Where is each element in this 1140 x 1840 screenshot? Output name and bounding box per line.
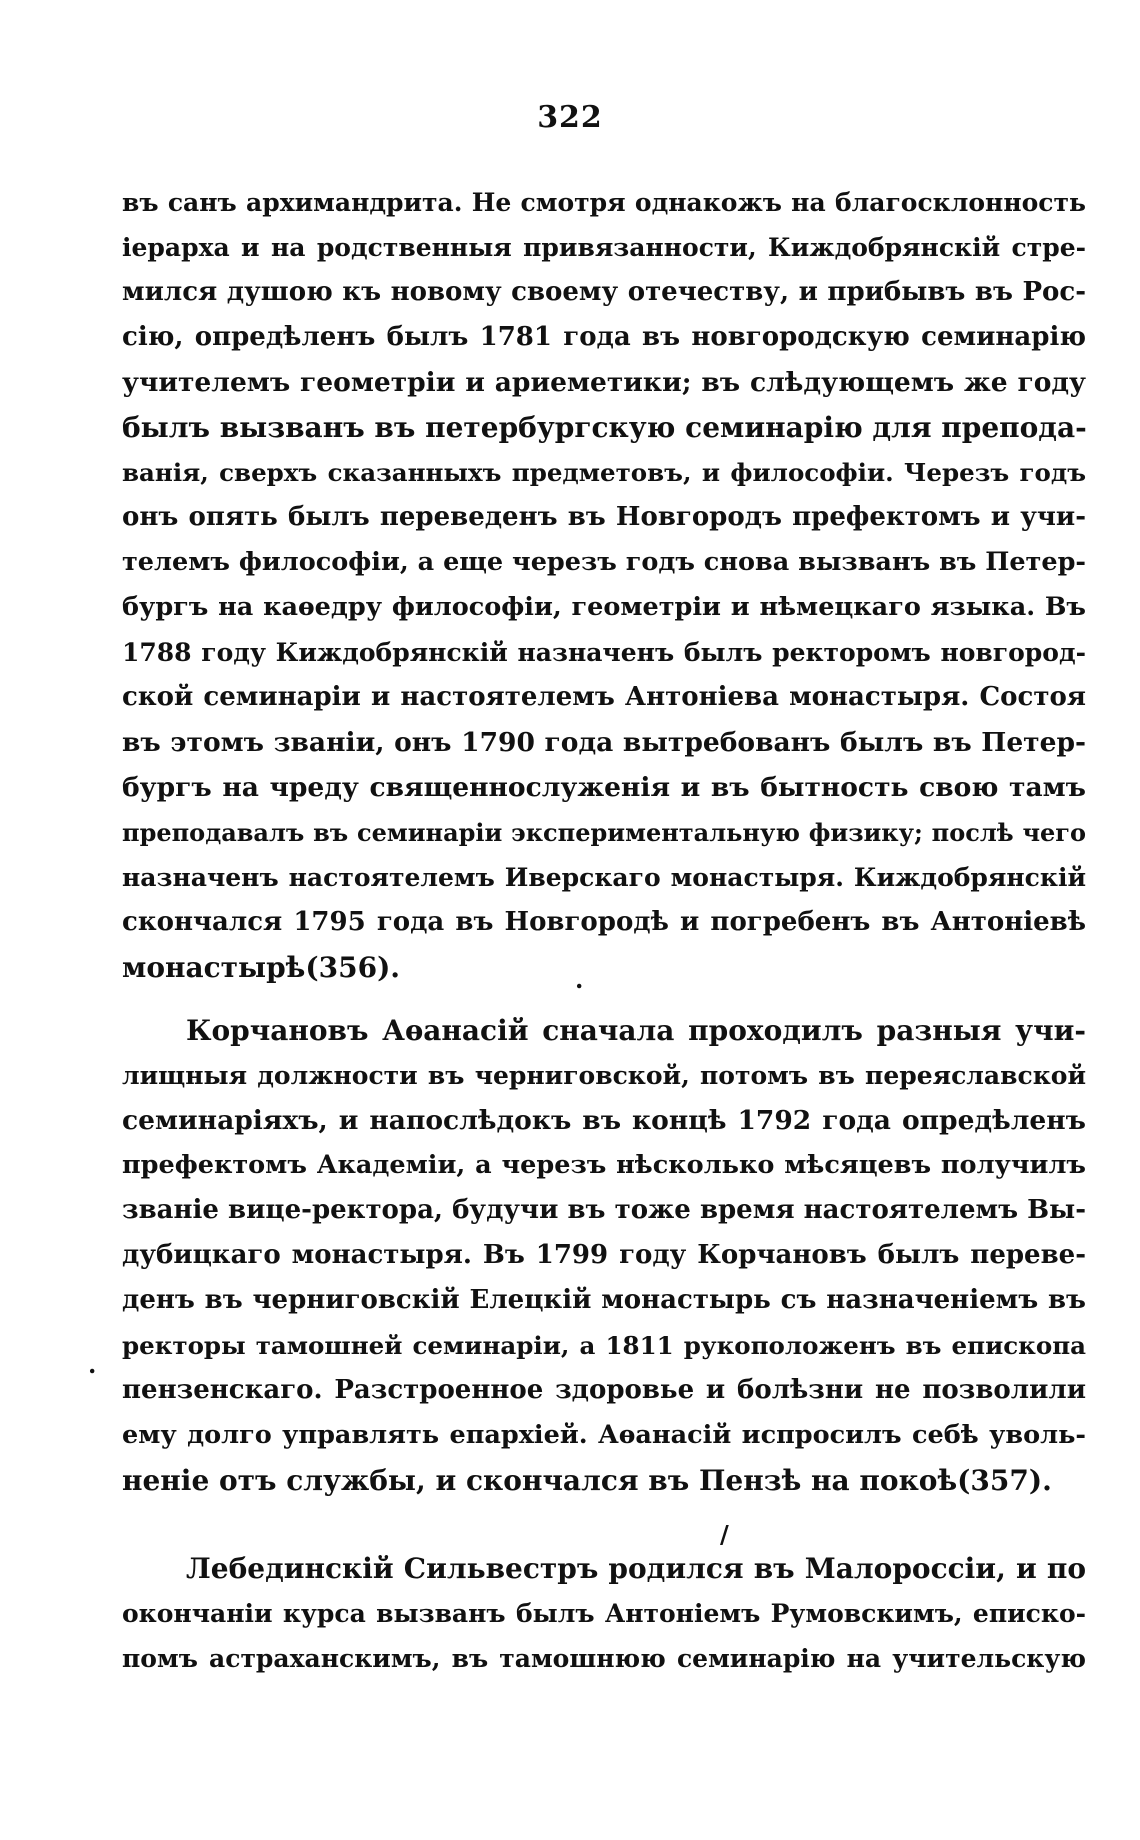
text-line: званiе вице-ректора, будучи въ тоже время настоятелемъ Вы- — [122, 1195, 1086, 1225]
paragraph-3 — [122, 1546, 1086, 1681]
text-line: въ санъ архимандрита. Не смотря однакожъ на благосклонность — [122, 188, 1086, 217]
stray-mark: . — [88, 1350, 97, 1379]
text-line: бургъ на каѳедру философiи, геометрiи и нѣмецкаго языка. Въ — [122, 592, 1086, 622]
text-line: лищныя должности въ черниговской, потомъ въ переяславской — [122, 1061, 1086, 1090]
text-line: дубицкаго монастыря. Въ 1799 году Корчановъ былъ переве- — [122, 1240, 1086, 1270]
text-line: Лебединскiй Сильвестръ родился въ Малороссiи, и по — [186, 1552, 1086, 1585]
text-line: ванiя, сверхъ сказанныхъ предметовъ, и философiи. Черезъ годъ — [122, 458, 1086, 487]
text-line: ректоры тамошней семинарiи, а 1811 рукоположенъ въ епископа — [122, 1331, 1086, 1360]
text-line: скончался 1795 года въ Новгородѣ и погребенъ въ Антонiевѣ — [122, 907, 1086, 937]
text-line: iерарха и на родственныя привязанности, Киждобрянскiй стре- — [122, 233, 1086, 262]
text-line: семинарiяхъ, и напослѣдокъ въ концѣ 1792 года опредѣленъ — [122, 1105, 1086, 1136]
text-line: телемъ философiи, а еще черезъ годъ снова вызванъ въ Петер- — [122, 547, 1086, 577]
text-line: мился душою къ новому своему отечеству, и прибывъ въ Рос- — [122, 277, 1086, 307]
text-line: учителемъ геометрiи и ариеметики; въ слѣдующемъ же году — [122, 367, 1086, 398]
text-line: преподавалъ въ семинарiи экспериментальную физику; послѣ чего — [122, 818, 1086, 847]
paragraph-1 — [122, 180, 1086, 990]
text-line: ему долго управлять епархiей. Аѳанасiй испросилъ себѣ уволь- — [122, 1420, 1086, 1450]
text-line: назначенъ настоятелемъ Иверскаго монастыря. Киждобрянскiй — [122, 863, 1086, 892]
stray-mark: . — [575, 965, 584, 994]
text-line: окончанiи курса вызванъ былъ Антонiемъ Румовскимъ, еписко- — [122, 1599, 1086, 1628]
text-line: 1788 году Киждобрянскiй назначенъ былъ ректоромъ новгород- — [122, 638, 1086, 667]
text-line: Корчановъ Аѳанасiй сначала проходилъ разныя учи- — [186, 1014, 1086, 1047]
page-number: 322 — [537, 100, 603, 135]
text-line: бургъ на чреду священнослуженiя и въ бытность свою тамъ — [122, 772, 1086, 803]
text-line: ненiе отъ службы, и скончался въ Пензѣ на покоѣ(357). — [122, 1464, 1052, 1497]
paragraph-2 — [122, 1008, 1086, 1503]
text-line: префектомъ Академiи, а черезъ нѣсколько мѣсяцевъ получилъ — [122, 1150, 1086, 1180]
text-line: онъ опять былъ переведенъ въ Новгородъ префектомъ и учи- — [122, 502, 1086, 532]
text-line: пензенскаго. Разстроенное здоровье и болѣзни не позволили — [122, 1375, 1086, 1405]
text-line: помъ астраханскимъ, въ тамошнюю семинарiю на учительскую — [122, 1644, 1086, 1673]
text-line: въ этомъ званiи, онъ 1790 года вытребованъ былъ въ Петер- — [122, 727, 1086, 758]
text-line: сiю, опредѣленъ былъ 1781 года въ новгородскую семинарiю — [122, 322, 1086, 352]
stray-mark: / — [720, 1520, 729, 1549]
text-line: былъ вызванъ въ петербургскую семинарiю для препода- — [122, 411, 1087, 444]
text-line: монастырѣ(356). — [122, 951, 401, 984]
text-line: ской семинарiи и настоятелемъ Антонiева монастыря. Состоя — [122, 682, 1086, 712]
text-line: денъ въ черниговскiй Елецкiй монастырь съ назначенiемъ въ — [122, 1285, 1086, 1315]
